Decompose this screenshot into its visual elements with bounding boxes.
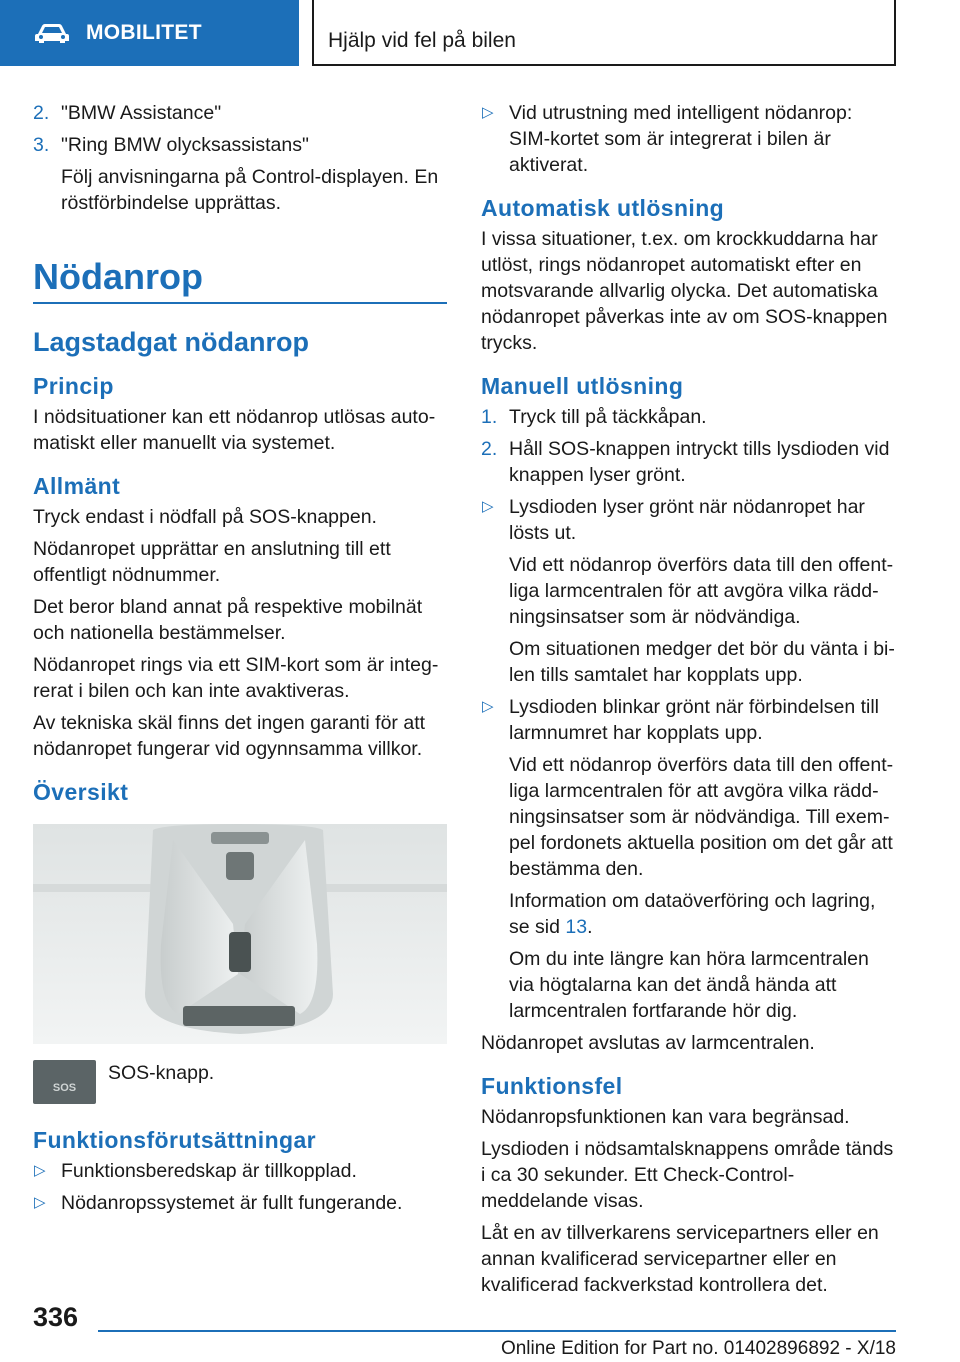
right-column: [481, 100, 896, 1304]
cont-text: .: [587, 916, 593, 938]
list-text: "BMW Assistance": [61, 102, 222, 124]
cont-text: Information om dataöverföring och lagring, se sid: [509, 890, 876, 938]
list-item: [33, 1158, 447, 1184]
footer-divider: [98, 1330, 896, 1332]
list-item: [33, 100, 447, 126]
list-text: Nödanropssystemet är fullt fungerande.: [61, 1192, 403, 1214]
triangle-bullet-icon: ▷: [34, 1194, 46, 1211]
list-item: [481, 404, 896, 430]
subsection-heading: Princip: [33, 373, 114, 399]
chapter-header: [312, 0, 896, 66]
paragraph: Nödanropsfunktionen kan vara begränsad.: [481, 1106, 850, 1128]
paragraph: Låt en av tillverkarens servicepartners eller en annan kvalificerad servicepartner eller en kvalificerad fackverkstad kontrollera det.: [481, 1222, 879, 1296]
triangle-bullet-icon: ▷: [482, 498, 494, 515]
chapter-title: Hjälp vid fel på bilen: [328, 29, 516, 52]
paragraph: Det beror bland annat på respektive mobilnät och nationella bestämmelser.: [33, 596, 423, 644]
page-title: Nödanrop: [33, 256, 447, 304]
list-number: 2.: [481, 438, 498, 460]
sos-caption: SOS-knapp.: [108, 1062, 215, 1084]
paragraph: Tryck endast i nödfall på SOS-knappen.: [33, 506, 377, 528]
subsection-heading: Funktionsförutsättningar: [33, 1127, 317, 1153]
list-text: Lysdioden lyser grönt när nödanropet har lösts ut.: [509, 496, 865, 544]
page-number: 336: [33, 1302, 79, 1332]
list-continuation: Om situationen medger det bör du vänta i bilen tills samtalet har kopplats upp.: [509, 638, 895, 686]
list-text: Lysdioden blinkar grönt när förbindelsen till larmnumret har kopplats upp.: [509, 696, 879, 744]
list-continuation: Vid ett nödanrop överförs data till den offentliga larmcentralen för att avgöra vilka räddningsinsatser som är nödvändiga.: [509, 554, 894, 628]
list-item: [481, 494, 896, 546]
list-number: 1.: [481, 406, 498, 428]
paragraph: Nödanropet rings via ett SIM-kort som är integrerat i bilen och kan inte avaktiveras.: [33, 654, 439, 702]
sos-icon-label: SOS: [52, 1082, 77, 1094]
list-item: [481, 100, 896, 178]
list-text: Vid utrustning med intelligent nödanrop: SIM-kortet som är integrerat i bilen är aktiverat.: [509, 102, 853, 176]
list-item: [33, 132, 447, 158]
subsection-heading: Allmänt: [33, 473, 121, 499]
list-item: [481, 694, 896, 746]
triangle-bullet-icon: ▷: [34, 1162, 46, 1179]
triangle-bullet-icon: ▷: [482, 698, 494, 715]
sos-button-icon: [33, 1060, 96, 1104]
edition-text: Online Edition for Part no. 01402896892 - X/18: [500, 1338, 896, 1359]
section-heading: Lagstadgat nödanrop: [33, 327, 309, 357]
paragraph: I vissa situationer, t.ex. om krockkuddarna har utlöst, rings nödanropet automatiskt efter en motsvarande allvarlig olycka. Det automatiska nödanropet påverkas inte av om SOS-knappen trycks.: [481, 228, 888, 354]
list-text: Tryck till på täckkåpan.: [509, 406, 707, 428]
car-icon: [34, 21, 70, 45]
paragraph: Nödanropet upprättar en anslutning till ett offentligt nödnummer.: [33, 538, 391, 586]
list-item: [481, 436, 896, 488]
page-link[interactable]: 13: [565, 916, 588, 938]
subsection-heading: Översikt: [33, 779, 129, 805]
list-continuation: Om du inte längre kan höra larmcentralen via högtalarna kan det ändå hända att larmcentralen fortfarande hör dig.: [509, 948, 869, 1022]
list-text: Funktionsberedskap är tillkopplad.: [61, 1160, 357, 1182]
left-column: [33, 100, 447, 1222]
triangle-bullet-icon: ▷: [482, 104, 494, 121]
overhead-console-image: [33, 824, 447, 1044]
paragraph: Lysdioden i nödsamtalsknappens område tänds i ca 30 sekunder. Ett Check-Control-meddelande visas.: [481, 1138, 894, 1212]
list-item: [33, 1190, 447, 1216]
paragraph: Av tekniska skäl finns det ingen garanti för att nödanropet fungerar vid ogynnsamma villkor.: [33, 712, 426, 760]
list-number: 3.: [33, 134, 50, 156]
section-label: MOBILITET: [86, 21, 202, 44]
list-text: "Ring BMW olycksassistans": [61, 134, 309, 156]
sos-legend: [33, 1060, 447, 1104]
subsection-heading: Automatisk utlösning: [481, 195, 725, 221]
paragraph: Nödanropet avslutas av larmcentralen.: [481, 1032, 815, 1054]
list-number: 2.: [33, 102, 50, 124]
list-text: Håll SOS-knappen intryckt tills lysdioden vid knappen lyser grönt.: [509, 438, 890, 486]
paragraph: I nödsituationer kan ett nödanrop utlösas automatiskt eller manuellt via systemet.: [33, 406, 436, 454]
list-continuation: Följ anvisningarna på Control-displayen. En röstförbindelse upprättas.: [61, 166, 439, 214]
subsection-heading: Manuell utlösning: [481, 373, 684, 399]
list-continuation: [481, 888, 896, 940]
subsection-heading: Funktionsfel: [481, 1073, 623, 1099]
section-tab[interactable]: [0, 0, 299, 66]
list-continuation: Vid ett nödanrop överförs data till den offentliga larmcentralen för att avgöra vilka räddningsinsatser som är nödvändiga. Till exempel fordonets aktuella position om det går att bestämma den.: [509, 754, 894, 880]
